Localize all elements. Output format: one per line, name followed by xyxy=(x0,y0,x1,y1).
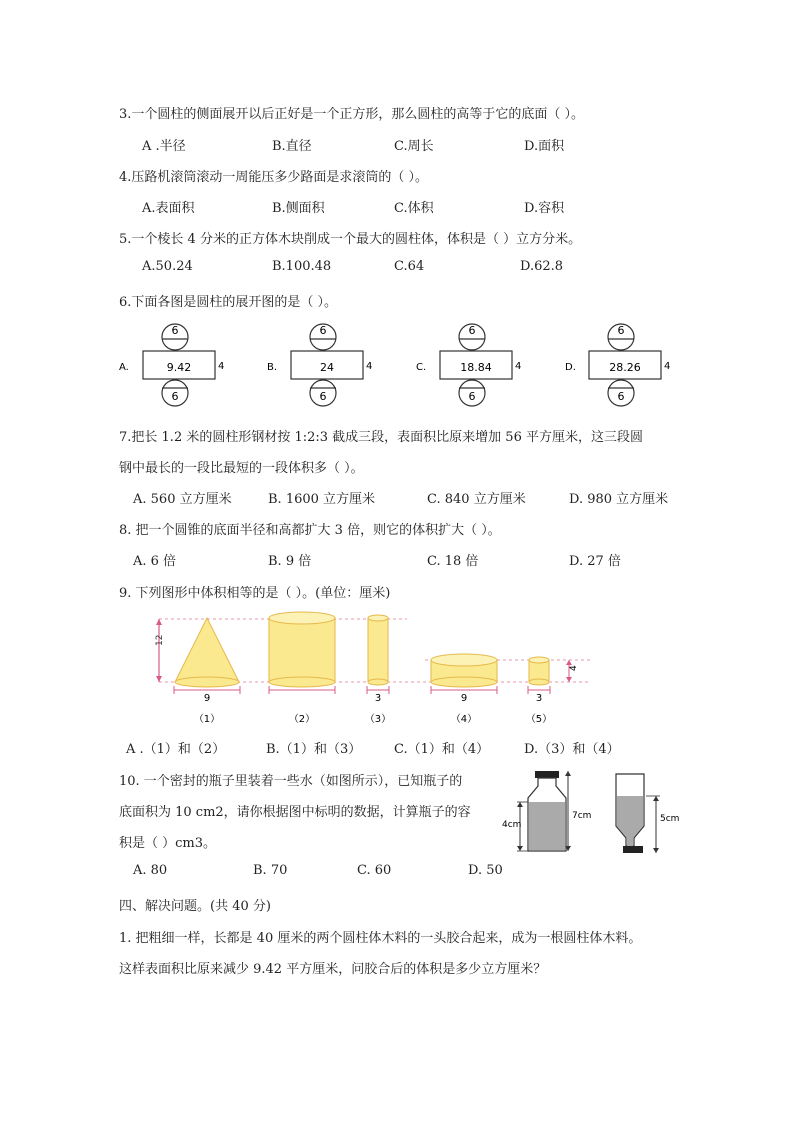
shape-2-caption: （2） xyxy=(288,714,316,725)
q8-option-d: D. 27 倍 xyxy=(569,554,621,569)
net-a-side: 4 xyxy=(218,361,225,372)
q4-option-c: C.体积 xyxy=(394,201,434,216)
q5-option-d: D.62.8 xyxy=(520,259,564,274)
problem-1-line-1: 1. 把粗细一样，长都是 40 厘米的两个圆柱体木料的一头胶合起来，成为一根圆柱体木料。 xyxy=(119,931,642,946)
shape-1-width: 9 xyxy=(203,693,211,704)
shape-3-caption: （3） xyxy=(364,714,392,725)
net-b-top-circle: 6 xyxy=(319,324,327,337)
net-a-rect-label: 9.42 xyxy=(166,361,192,374)
net-d-side: 4 xyxy=(664,361,671,372)
question-3-text: 3.一个圆柱的侧面展开以后正好是一个正方形，那么圆柱的高等于它的底面（ ）。 xyxy=(119,107,585,122)
q5-option-a: A.50.24 xyxy=(142,259,193,274)
q3-option-d: D.面积 xyxy=(524,139,565,154)
net-c-side: 4 xyxy=(515,361,522,372)
shape-5-cylinder xyxy=(526,657,579,725)
shape-3-cylinder xyxy=(365,615,391,725)
net-a-bottom-circle: 6 xyxy=(171,390,179,403)
shape-5-caption: （5） xyxy=(525,714,553,725)
q3-option-c: C.周长 xyxy=(394,139,434,154)
q10-option-c: C. 60 xyxy=(357,863,392,878)
net-c-rect-label: 18.84 xyxy=(460,361,492,374)
q8-option-b: B. 9 倍 xyxy=(268,554,312,569)
q9-option-d: D.（3）和（4） xyxy=(524,742,620,757)
q10-option-b: B. 70 xyxy=(253,863,288,878)
inverted-height-label: 5cm xyxy=(660,814,680,824)
shape-5-width: 3 xyxy=(535,693,543,704)
net-a-top-circle: 6 xyxy=(171,324,179,337)
q9-option-c: C.（1）和（4） xyxy=(394,742,490,757)
q5-option-b: B.100.48 xyxy=(272,259,332,274)
shape-4-width: 9 xyxy=(460,693,468,704)
upright-bottle xyxy=(502,771,591,851)
net-c-label: C. xyxy=(416,362,427,373)
inverted-bottle xyxy=(616,774,679,853)
q9-option-a: A .（1）和（2） xyxy=(126,742,226,757)
q5-option-c: C.64 xyxy=(394,259,425,274)
q8-option-c: C. 18 倍 xyxy=(427,554,479,569)
shape-3-width: 3 xyxy=(374,693,382,704)
question-10-line-1: 10. 一个密封的瓶子里装着一些水（如图所示），已知瓶子的 xyxy=(119,774,463,789)
question-8-text: 8. 把一个圆锥的底面半径和高都扩大 3 倍，则它的体积扩大（ ）。 xyxy=(119,523,501,538)
net-b-bottom-circle: 6 xyxy=(319,390,327,403)
q3-option-a: A .半径 xyxy=(142,139,186,154)
net-figure-c xyxy=(416,324,521,406)
q4-option-a: A.表面积 xyxy=(142,201,195,216)
height-4-label: 4 xyxy=(569,665,579,671)
question-10-line-2: 底面积为 10 cm2，请你根据图中标明的数据，计算瓶子的容 xyxy=(119,805,471,820)
bottle-height-label: 7cm xyxy=(572,811,592,821)
q4-option-b: B.侧面积 xyxy=(272,201,325,216)
question-10-line-3: 积是（ ）cm3。 xyxy=(119,836,217,851)
net-figure-b xyxy=(267,324,372,406)
net-d-top-circle: 6 xyxy=(617,324,625,337)
net-a-label: A. xyxy=(119,362,129,373)
shape-4-cylinder xyxy=(431,654,497,725)
question-9-text: 9. 下列图形中体积相等的是（ ）。(单位：厘米) xyxy=(119,586,391,601)
q7-option-b: B. 1600 立方厘米 xyxy=(268,492,376,507)
shape-1-cone xyxy=(174,618,240,725)
shape-2-cylinder xyxy=(269,612,335,725)
volume-figures xyxy=(145,608,600,730)
net-d-bottom-circle: 6 xyxy=(617,390,625,403)
section-4-title: 四、解决问题。(共 40 分) xyxy=(119,899,271,914)
net-b-rect-label: 24 xyxy=(320,361,334,374)
cylinder-net-figures xyxy=(115,318,671,414)
height-12-label: 12 xyxy=(155,634,165,646)
net-b-label: B. xyxy=(267,362,278,373)
question-7-line-2: 钢中最长的一段比最短的一段体积多（ ）。 xyxy=(119,461,364,476)
net-c-top-circle: 6 xyxy=(468,324,476,337)
question-7-line-1: 7.把长 1.2 米的圆柱形钢材按 1:2:3 截成三段，表面积比原来增加 56 平方厘米，这三段圆 xyxy=(119,430,643,445)
net-b-side: 4 xyxy=(366,361,373,372)
question-6-text: 6.下面各图是圆柱的展开图的是（ ）。 xyxy=(119,295,338,310)
q8-option-a: A. 6 倍 xyxy=(133,554,177,569)
net-figure-a xyxy=(119,324,224,406)
q10-option-a: A. 80 xyxy=(133,863,168,878)
shape-4-caption: （4） xyxy=(450,714,478,725)
shape-1-caption: （1） xyxy=(193,714,221,725)
q7-option-c: C. 840 立方厘米 xyxy=(427,492,526,507)
q7-option-a: A. 560 立方厘米 xyxy=(133,492,232,507)
net-c-bottom-circle: 6 xyxy=(468,390,476,403)
q4-option-d: D.容积 xyxy=(524,201,565,216)
q7-option-d: D. 980 立方厘米 xyxy=(569,492,669,507)
question-5-text: 5.一个棱长 4 分米的正方体木块削成一个最大的圆柱体，体积是（ ）立方分米。 xyxy=(119,232,582,247)
problem-1-line-2: 这样表面积比原来减少 9.42 平方厘米，问胶合后的体积是多少立方厘米？ xyxy=(119,962,547,977)
bottle-figure xyxy=(500,768,690,858)
q3-option-b: B.直径 xyxy=(272,139,312,154)
net-d-label: D. xyxy=(565,362,576,373)
net-figure-d xyxy=(565,324,670,406)
net-d-rect-label: 28.26 xyxy=(609,361,641,374)
question-4-text: 4.压路机滚筒滚动一周能压多少路面是求滚筒的（ ）。 xyxy=(119,170,429,185)
water-height-label: 4cm xyxy=(502,820,522,830)
q9-option-b: B.（1）和（3） xyxy=(266,742,362,757)
q10-option-d: D. 50 xyxy=(468,863,503,878)
